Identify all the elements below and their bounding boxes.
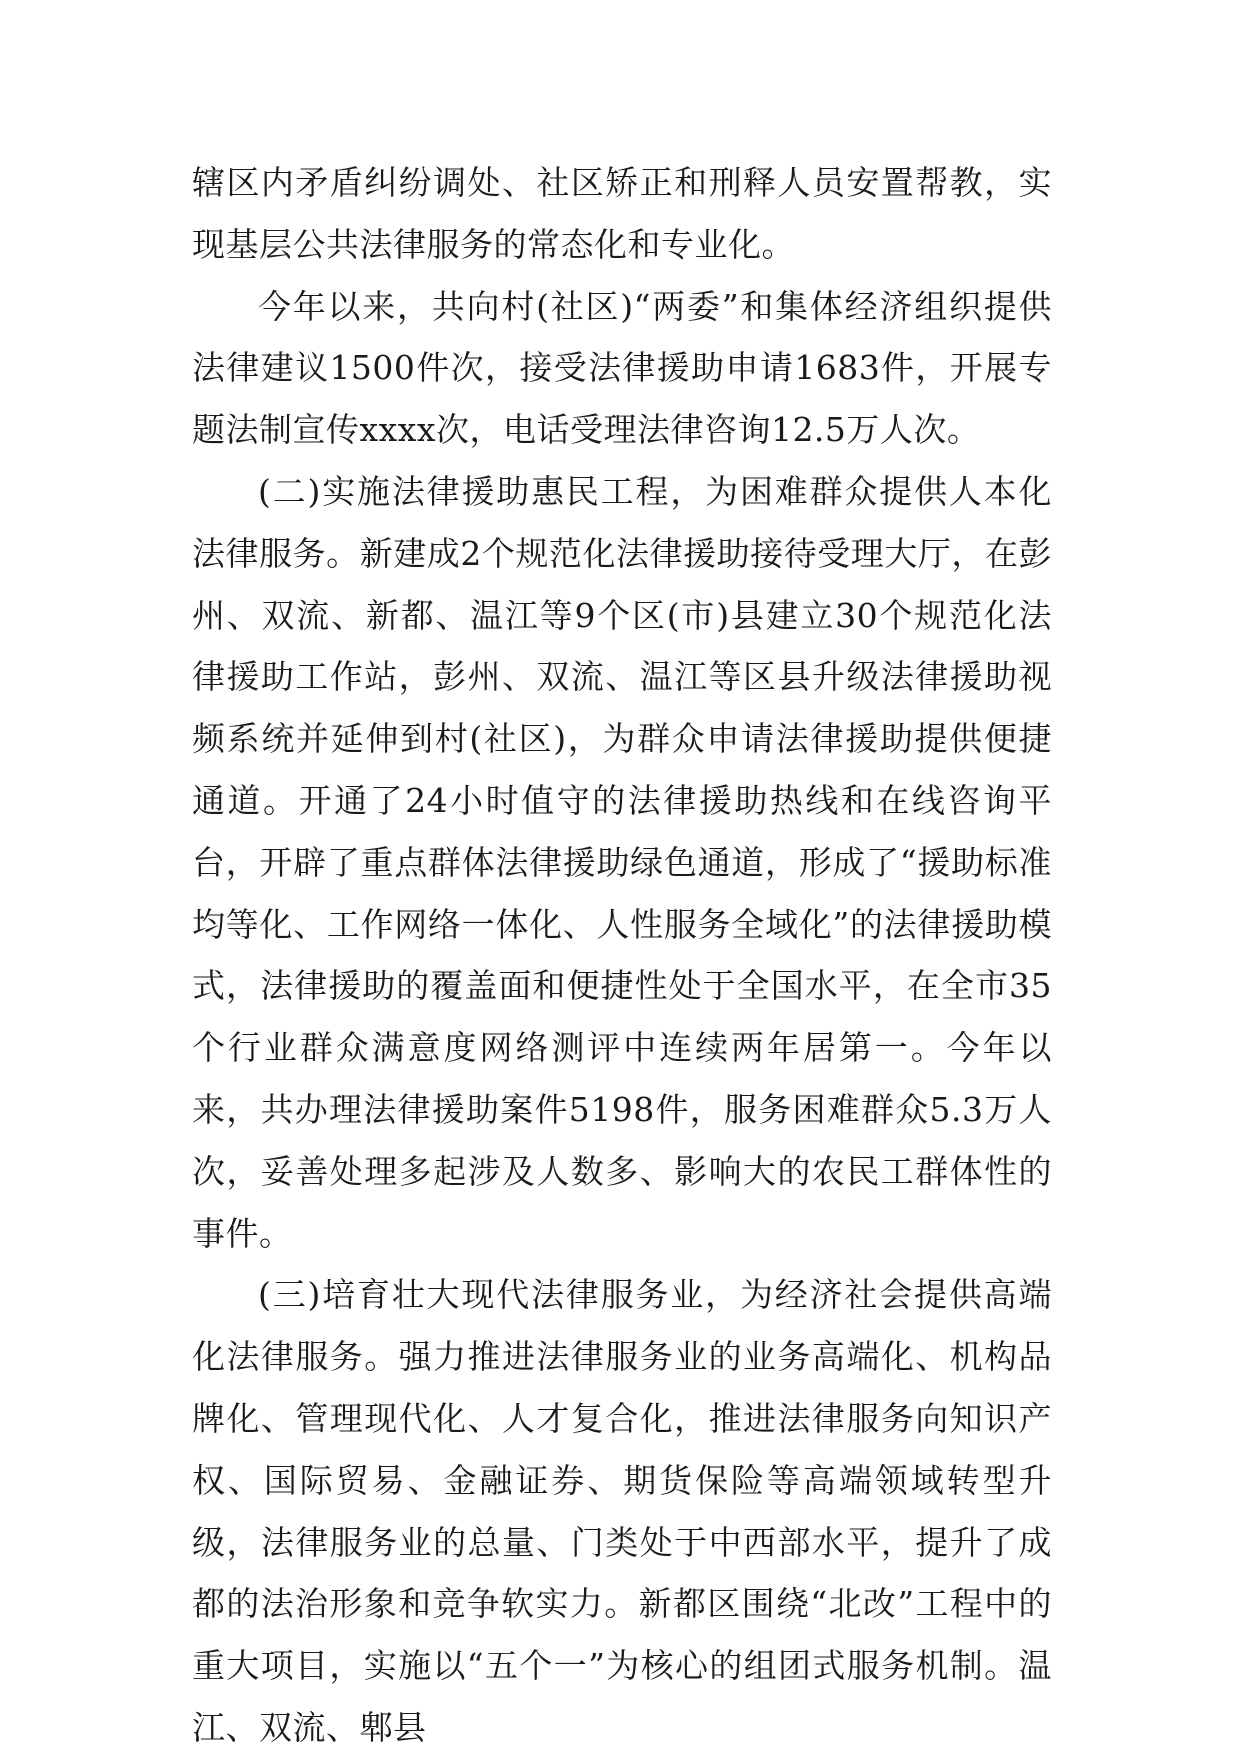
paragraph-section-two: (二)实施法律援助惠民工程，为困难群众提供人本化法律服务。新建成2个规范化法律援助接待受理大厅，在彭州、双流、新都、温江等9个区(市)县建立30个规范化法律援助工作站，彭州、双流、温江等区县升级法律援助视频系统并延伸到村(社区)，为群众申请法律援助提供便捷通道。开通了24小时值守的法律援助热线和在线咨询平台，开辟了重点群体法律援助绿色通道，形成了“援助标准均等化、工作网络一体化、人性服务全域化”的法律援助模式，法律援助的覆盖面和便捷性处于全国水平，在全市35个行业群众满意度网络测评中连续两年居第一。今年以来，共办理法律援助案件5198件，服务困难群众5.3万人次，妥善处理多起涉及人数多、影响大的农民工群体性的事件。	[192, 471, 1052, 1253]
paragraph-continuation: 辖区内矛盾纠纷调处、社区矫正和刑释人员安置帮教，实现基层公共法律服务的常态化和专业化。	[192, 163, 1052, 264]
paragraph-statistics: 今年以来，共向村(社区)“两委”和集体经济组织提供法律建议1500件次，接受法律援助申请1683件，开展专题法制宣传xxxx次，电话受理法律咨询12.5万人次。	[192, 286, 1052, 450]
document-body	[192, 152, 1052, 1759]
paragraph-section-three: (三)培育壮大现代法律服务业，为经济社会提供高端化法律服务。强力推进法律服务业的业务高端化、机构品牌化、管理现代化、人才复合化，推进法律服务向知识产权、国际贸易、金融证券、期货保险等高端领域转型升级，法律服务业的总量、门类处于中西部水平，提升了成都的法治形象和竞争软实力。新都区围绕“北改”工程中的重大项目，实施以“五个一”为核心的组团式服务机制。温江、双流、郫县	[192, 1275, 1052, 1747]
